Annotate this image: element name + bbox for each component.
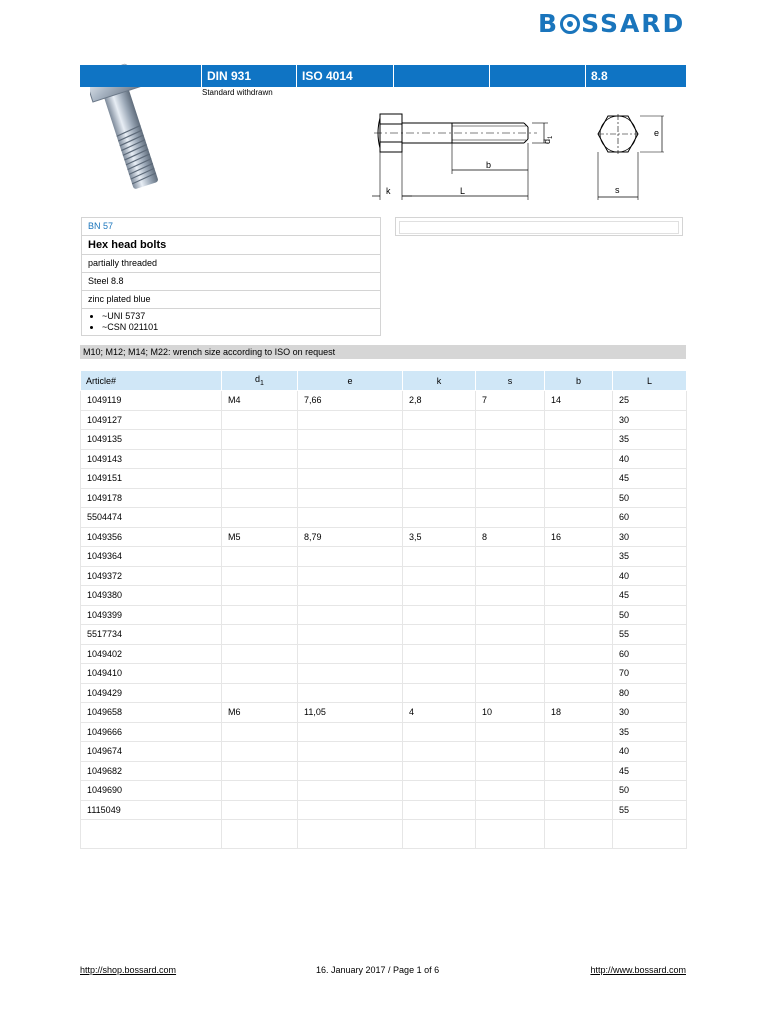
table-cell: 1049410 — [81, 664, 222, 684]
table-cell — [476, 449, 545, 469]
table-cell: 60 — [613, 644, 687, 664]
table-cell — [222, 722, 298, 742]
col-article: Article# — [81, 371, 222, 391]
table-cell: 1049364 — [81, 547, 222, 567]
table-row — [81, 742, 687, 762]
table-cell: 50 — [613, 488, 687, 508]
standard-status: Standard withdrawn — [202, 88, 273, 97]
table-cell — [222, 683, 298, 703]
table-cell — [545, 586, 613, 606]
table-cell: 1049682 — [81, 761, 222, 781]
logo-o-mark-icon — [560, 14, 580, 34]
table-cell: 14 — [545, 391, 613, 411]
table-cell: 35 — [613, 547, 687, 567]
table-cell — [222, 586, 298, 606]
table-cell — [476, 625, 545, 645]
table-row — [81, 508, 687, 528]
table-cell — [298, 586, 403, 606]
table-row — [81, 625, 687, 645]
standards-header-bar — [80, 65, 686, 87]
table-cell — [545, 469, 613, 489]
empty-info-box — [395, 217, 683, 236]
table-cell — [403, 761, 476, 781]
logo-letter: B — [538, 9, 560, 38]
table-filler-row — [81, 820, 687, 849]
table-cell: 11,05 — [298, 703, 403, 723]
equivalent-item: • ~CSN 021101 — [102, 322, 374, 333]
table-cell — [476, 488, 545, 508]
table-cell: 5504474 — [81, 508, 222, 528]
table-cell — [476, 508, 545, 528]
table-cell: 45 — [613, 761, 687, 781]
table-cell — [403, 800, 476, 820]
table-cell: 45 — [613, 469, 687, 489]
table-cell — [222, 820, 298, 849]
table-cell — [222, 547, 298, 567]
table-cell: 7 — [476, 391, 545, 411]
table-cell — [403, 586, 476, 606]
table-cell: 1049143 — [81, 449, 222, 469]
table-cell — [403, 605, 476, 625]
table-row — [81, 527, 687, 547]
iso-standard: ISO 4014 — [296, 65, 393, 87]
table-cell — [298, 644, 403, 664]
page-info: 16. January 2017 / Page 1 of 6 — [316, 965, 440, 975]
table-cell: M5 — [222, 527, 298, 547]
table-row — [81, 449, 687, 469]
material: Steel 8.8 — [82, 273, 380, 291]
header-spacer — [80, 65, 201, 87]
bolt-end-drawing-icon — [586, 100, 671, 205]
table-cell: 1049372 — [81, 566, 222, 586]
table-row — [81, 586, 687, 606]
table-cell: 35 — [613, 722, 687, 742]
table-cell: 1049429 — [81, 683, 222, 703]
table-row — [81, 488, 687, 508]
label-s: s — [615, 185, 620, 195]
table-cell: 1049380 — [81, 586, 222, 606]
table-cell — [222, 566, 298, 586]
table-cell — [476, 761, 545, 781]
table-cell: 1049402 — [81, 644, 222, 664]
table-cell — [403, 488, 476, 508]
table-cell — [298, 683, 403, 703]
table-cell — [298, 625, 403, 645]
table-row — [81, 605, 687, 625]
threading-type: partially threaded — [82, 255, 380, 273]
col-e: e — [298, 371, 403, 391]
table-cell: 35 — [613, 430, 687, 450]
table-cell: 1049135 — [81, 430, 222, 450]
table-cell: 1049658 — [81, 703, 222, 723]
table-cell — [476, 664, 545, 684]
table-cell — [545, 449, 613, 469]
table-cell: 1049127 — [81, 410, 222, 430]
table-cell: 10 — [476, 703, 545, 723]
table-cell — [403, 410, 476, 430]
table-cell — [545, 644, 613, 664]
table-cell — [403, 820, 476, 849]
table-cell — [403, 469, 476, 489]
label-k: k — [386, 186, 391, 196]
table-cell: 50 — [613, 781, 687, 801]
table-row — [81, 566, 687, 586]
label-L: L — [460, 186, 466, 196]
table-row — [81, 430, 687, 450]
table-cell — [476, 547, 545, 567]
surface-finish: zinc plated blue — [82, 291, 380, 309]
wrench-size-note: M10; M12; M14; M22: wrench size according to ISO on request — [80, 345, 686, 359]
table-cell — [222, 508, 298, 528]
website-link[interactable]: http://www.bossard.com — [590, 965, 686, 975]
article-table — [80, 370, 687, 849]
din-standard: DIN 931 — [201, 65, 296, 87]
col-d1: $d_1$ — [222, 371, 298, 391]
table-cell — [298, 761, 403, 781]
table-row — [81, 781, 687, 801]
table-cell — [476, 683, 545, 703]
table-cell: 1115049 — [81, 800, 222, 820]
table-cell — [81, 820, 222, 849]
label-e: e — [654, 128, 660, 138]
table-cell: 80 — [613, 683, 687, 703]
table-cell — [403, 449, 476, 469]
table-cell: 8 — [476, 527, 545, 547]
label-d1-sub: 1 — [548, 135, 554, 139]
table-cell — [403, 508, 476, 528]
table-row — [81, 722, 687, 742]
table-cell — [298, 820, 403, 849]
col-b: b — [545, 371, 613, 391]
table-cell: 18 — [545, 703, 613, 723]
table-cell — [613, 820, 687, 849]
table-cell — [476, 644, 545, 664]
product-info-box — [81, 217, 381, 336]
table-row — [81, 761, 687, 781]
table-cell: M4 — [222, 391, 298, 411]
table-cell: 1049119 — [81, 391, 222, 411]
table-cell — [298, 781, 403, 801]
col-k: k — [403, 371, 476, 391]
table-cell — [222, 761, 298, 781]
header-empty-2 — [489, 65, 585, 87]
table-cell: 1049178 — [81, 488, 222, 508]
table-cell: M6 — [222, 703, 298, 723]
table-cell — [476, 410, 545, 430]
table-cell: 40 — [613, 566, 687, 586]
table-cell — [476, 820, 545, 849]
table-cell — [298, 664, 403, 684]
table-row — [81, 800, 687, 820]
table-cell — [298, 430, 403, 450]
label-d1: $d_1$ — [542, 135, 554, 144]
table-cell — [222, 664, 298, 684]
table-row — [81, 703, 687, 723]
table-cell — [403, 664, 476, 684]
table-row — [81, 683, 687, 703]
table-cell — [403, 644, 476, 664]
table-cell — [222, 410, 298, 430]
table-cell — [403, 625, 476, 645]
table-cell: 1049399 — [81, 605, 222, 625]
table-cell — [298, 800, 403, 820]
table-cell: 50 — [613, 605, 687, 625]
table-cell: 55 — [613, 625, 687, 645]
equivalent-item: • ~UNI 5737 — [102, 311, 374, 322]
bn-number: BN 57 — [82, 218, 380, 236]
table-row — [81, 547, 687, 567]
table-cell: 1049666 — [81, 722, 222, 742]
table-cell — [222, 449, 298, 469]
table-cell — [545, 508, 613, 528]
table-cell — [298, 449, 403, 469]
table-cell — [476, 586, 545, 606]
table-cell — [298, 469, 403, 489]
table-cell: 1049356 — [81, 527, 222, 547]
table-cell — [545, 761, 613, 781]
table-cell: 1049674 — [81, 742, 222, 762]
table-row — [81, 644, 687, 664]
table-cell — [403, 722, 476, 742]
table-cell — [403, 742, 476, 762]
table-cell — [298, 605, 403, 625]
table-cell: 55 — [613, 800, 687, 820]
table-cell — [298, 742, 403, 762]
table-cell — [545, 742, 613, 762]
table-cell — [298, 488, 403, 508]
equivalents-list — [82, 311, 380, 333]
table-header-row — [81, 371, 687, 391]
table-body — [81, 391, 687, 849]
table-cell — [222, 430, 298, 450]
table-cell: 70 — [613, 664, 687, 684]
table-cell — [476, 566, 545, 586]
bossard-logo — [538, 8, 688, 40]
table-cell — [403, 683, 476, 703]
table-cell: 5517734 — [81, 625, 222, 645]
table-cell — [545, 664, 613, 684]
table-cell — [222, 488, 298, 508]
table-cell — [298, 566, 403, 586]
table-cell: 30 — [613, 410, 687, 430]
table-row — [81, 410, 687, 430]
product-title: Hex head bolts — [82, 236, 380, 255]
table-cell — [545, 722, 613, 742]
table-cell: 3,5 — [403, 527, 476, 547]
table-cell: 30 — [613, 703, 687, 723]
table-cell — [298, 410, 403, 430]
table-cell — [222, 800, 298, 820]
table-cell — [476, 469, 545, 489]
col-s: s — [476, 371, 545, 391]
table-cell: 1049151 — [81, 469, 222, 489]
label-b: b — [486, 160, 492, 170]
table-cell — [476, 800, 545, 820]
table-cell — [403, 430, 476, 450]
table-cell — [545, 605, 613, 625]
table-cell — [222, 644, 298, 664]
table-cell: 4 — [403, 703, 476, 723]
table-cell: 16 — [545, 527, 613, 547]
table-row — [81, 469, 687, 489]
page-footer — [80, 963, 686, 977]
table-cell — [545, 800, 613, 820]
table-row — [81, 391, 687, 411]
table-cell — [545, 566, 613, 586]
table-row — [81, 664, 687, 684]
table-cell: 7,66 — [298, 391, 403, 411]
table-cell — [222, 742, 298, 762]
strength-class: 8.8 — [585, 65, 686, 87]
table-cell — [222, 605, 298, 625]
table-cell: 25 — [613, 391, 687, 411]
table-cell — [545, 683, 613, 703]
table-cell: 8,79 — [298, 527, 403, 547]
table-cell: 30 — [613, 527, 687, 547]
table-cell: 45 — [613, 586, 687, 606]
header-empty-1 — [393, 65, 489, 87]
table-cell: 40 — [613, 449, 687, 469]
shop-link[interactable]: http://shop.bossard.com — [80, 965, 177, 975]
table-cell — [545, 781, 613, 801]
logo-letters: SSARD — [581, 9, 686, 38]
table-cell — [476, 742, 545, 762]
table-cell — [545, 625, 613, 645]
table-cell — [222, 625, 298, 645]
table-cell: 60 — [613, 508, 687, 528]
table-cell — [476, 781, 545, 801]
table-cell — [222, 781, 298, 801]
table-cell — [476, 605, 545, 625]
table-cell — [545, 547, 613, 567]
table-cell — [545, 410, 613, 430]
table-cell — [476, 722, 545, 742]
table-cell — [403, 566, 476, 586]
table-cell: 40 — [613, 742, 687, 762]
table-cell — [222, 469, 298, 489]
bolt-side-drawing-icon — [372, 100, 557, 205]
table-cell — [298, 722, 403, 742]
table-cell — [298, 508, 403, 528]
table-cell: 2,8 — [403, 391, 476, 411]
table-cell — [545, 820, 613, 849]
table-cell — [298, 547, 403, 567]
table-cell — [476, 430, 545, 450]
table-cell: 1049690 — [81, 781, 222, 801]
col-L: L — [613, 371, 687, 391]
table-cell — [403, 781, 476, 801]
table-cell — [545, 488, 613, 508]
table-cell — [403, 547, 476, 567]
table-cell — [545, 430, 613, 450]
